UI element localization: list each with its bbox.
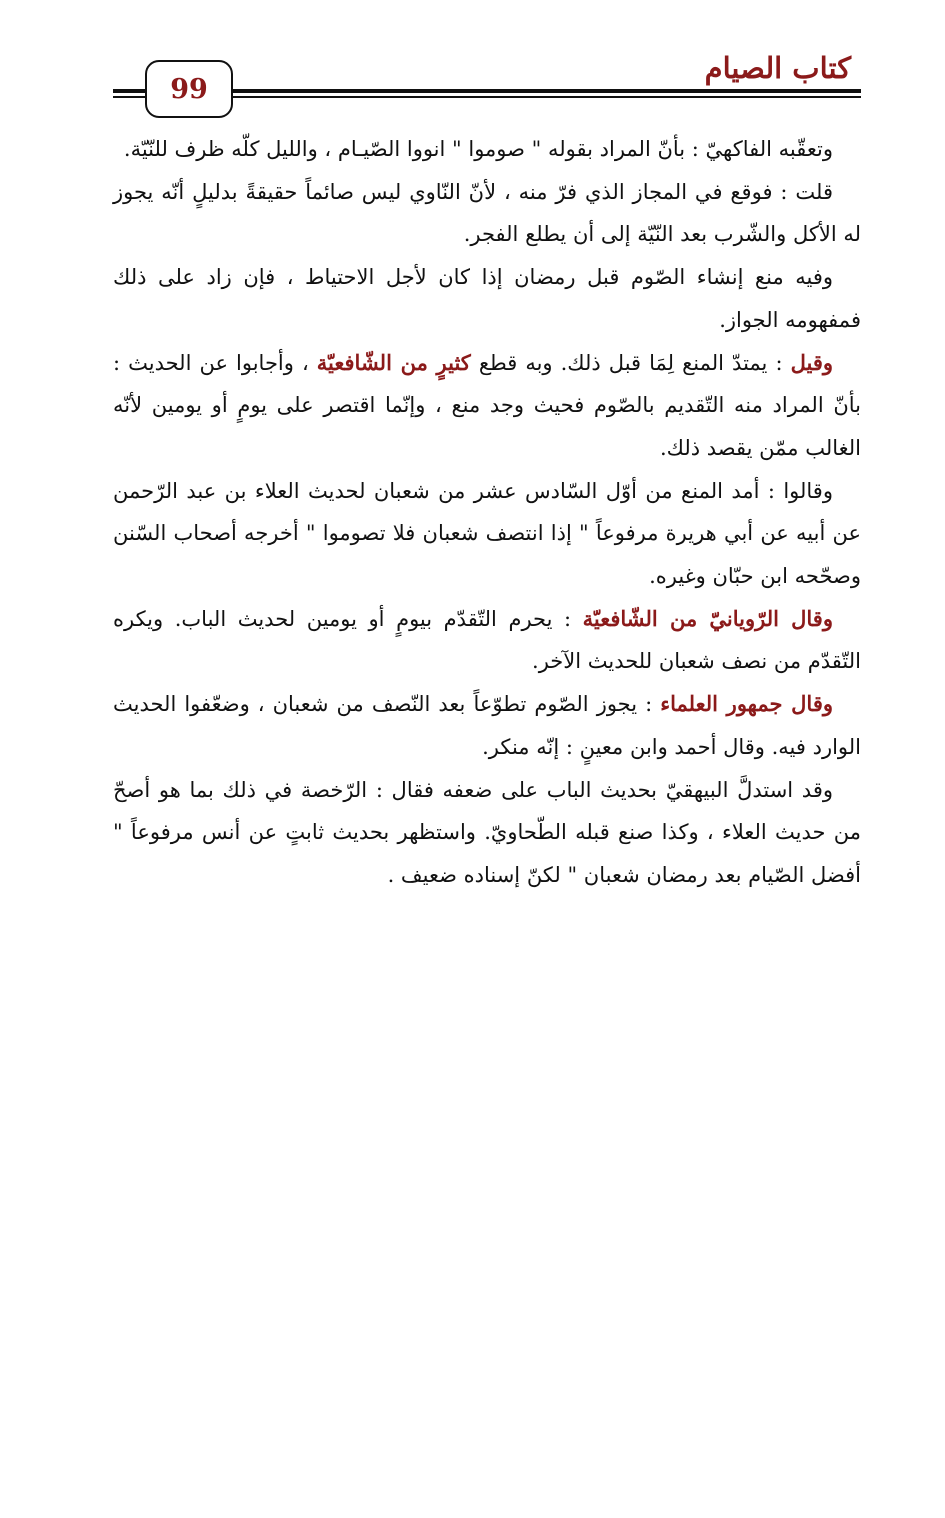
text-segment: : يجوز الصّوم تطوّعاً بعد النّصف من شعبان ، وضعّفوا الحديث الوارد فيه. وقال أحمد وابن معينٍ : إنّه منكر.	[113, 692, 861, 759]
text-segment: : يحرم التّقدّم بيومٍ أو يومين لحديث الباب. ويكره التّقدّم من نصف شعبان للحديث الآخر.	[113, 606, 861, 674]
text-segment: وتعقّبه الفاكهيّ : بأنّ المراد بقوله " صوموا " انووا الصّيـام ، والليل كلّه ظرف للنّيّة.	[123, 137, 833, 161]
highlighted-term: وقيل	[790, 349, 833, 375]
highlighted-term: كثيرٍ من الشّافعيّة	[316, 349, 471, 375]
paragraph	[113, 598, 861, 683]
text-segment: : يمتدّ المنع لِمَا قبل ذلك. وبه قطع	[470, 350, 791, 375]
paragraph	[113, 256, 861, 341]
paragraph	[113, 683, 861, 768]
page-number: 99	[170, 73, 208, 105]
paragraph	[113, 171, 861, 256]
page-body	[113, 128, 861, 897]
text-segment: قلت : فوقع في المجاز الذي فرّ منه ، لأنّ النّاوي ليس صائماً حقيقةً بدليلٍ أنّه يجوز له الأكل والشّرب بعد النّيّة إلى أن يطلع الفجر.	[113, 179, 861, 247]
text-segment: وقد استدلَّ البيهقيّ بحديث الباب على ضعفه فقال : الرّخصة في ذلك بما هو أصحّ من حديث العلاء ، وكذا صنع قبله الطّحاويّ. واستظهر بحديث ثابتٍ عن أنس مرفوعاً " أفضل الصّيام بعد رمضان شعبان " لكنّ إسناده ضعيف .	[113, 777, 861, 887]
paragraph	[113, 470, 861, 598]
text-segment: وفيه منع إنشاء الصّوم قبل رمضان إذا كان لأجل الاحتياط ، فإن زاد على ذلك فمفهومه الجواز.	[113, 265, 861, 332]
book-title: كتاب الصيام	[704, 51, 851, 85]
paragraph	[113, 342, 861, 470]
text-segment: وقالوا : أمد المنع من أوّل السّادس عشر من شعبان لحديث العلاء بن عبد الرّحمن عن أبيه عن أبي هريرة مرفوعاً " إذا انتصف شعبان فلا تصوموا " أخرجه أصحاب السّنن وصحّحه ابن حبّان وغيره.	[113, 478, 861, 589]
paragraph	[113, 128, 861, 171]
paragraph	[113, 769, 861, 897]
highlighted-term: وقال الرّويانيّ من الشّافعيّة	[582, 605, 833, 631]
text-segment: ، وأجابوا عن الحديث : بأنّ المراد منه التّقديم بالصّوم فحيث وجد منع ، وإنّما اقتصر على يومٍ أو يومين لأنّه الغالب ممّن يقصد ذلك.	[113, 350, 861, 460]
highlighted-term: وقال جمهور العلماء	[660, 691, 833, 717]
page-header	[113, 50, 861, 130]
page-number-box	[145, 60, 233, 118]
